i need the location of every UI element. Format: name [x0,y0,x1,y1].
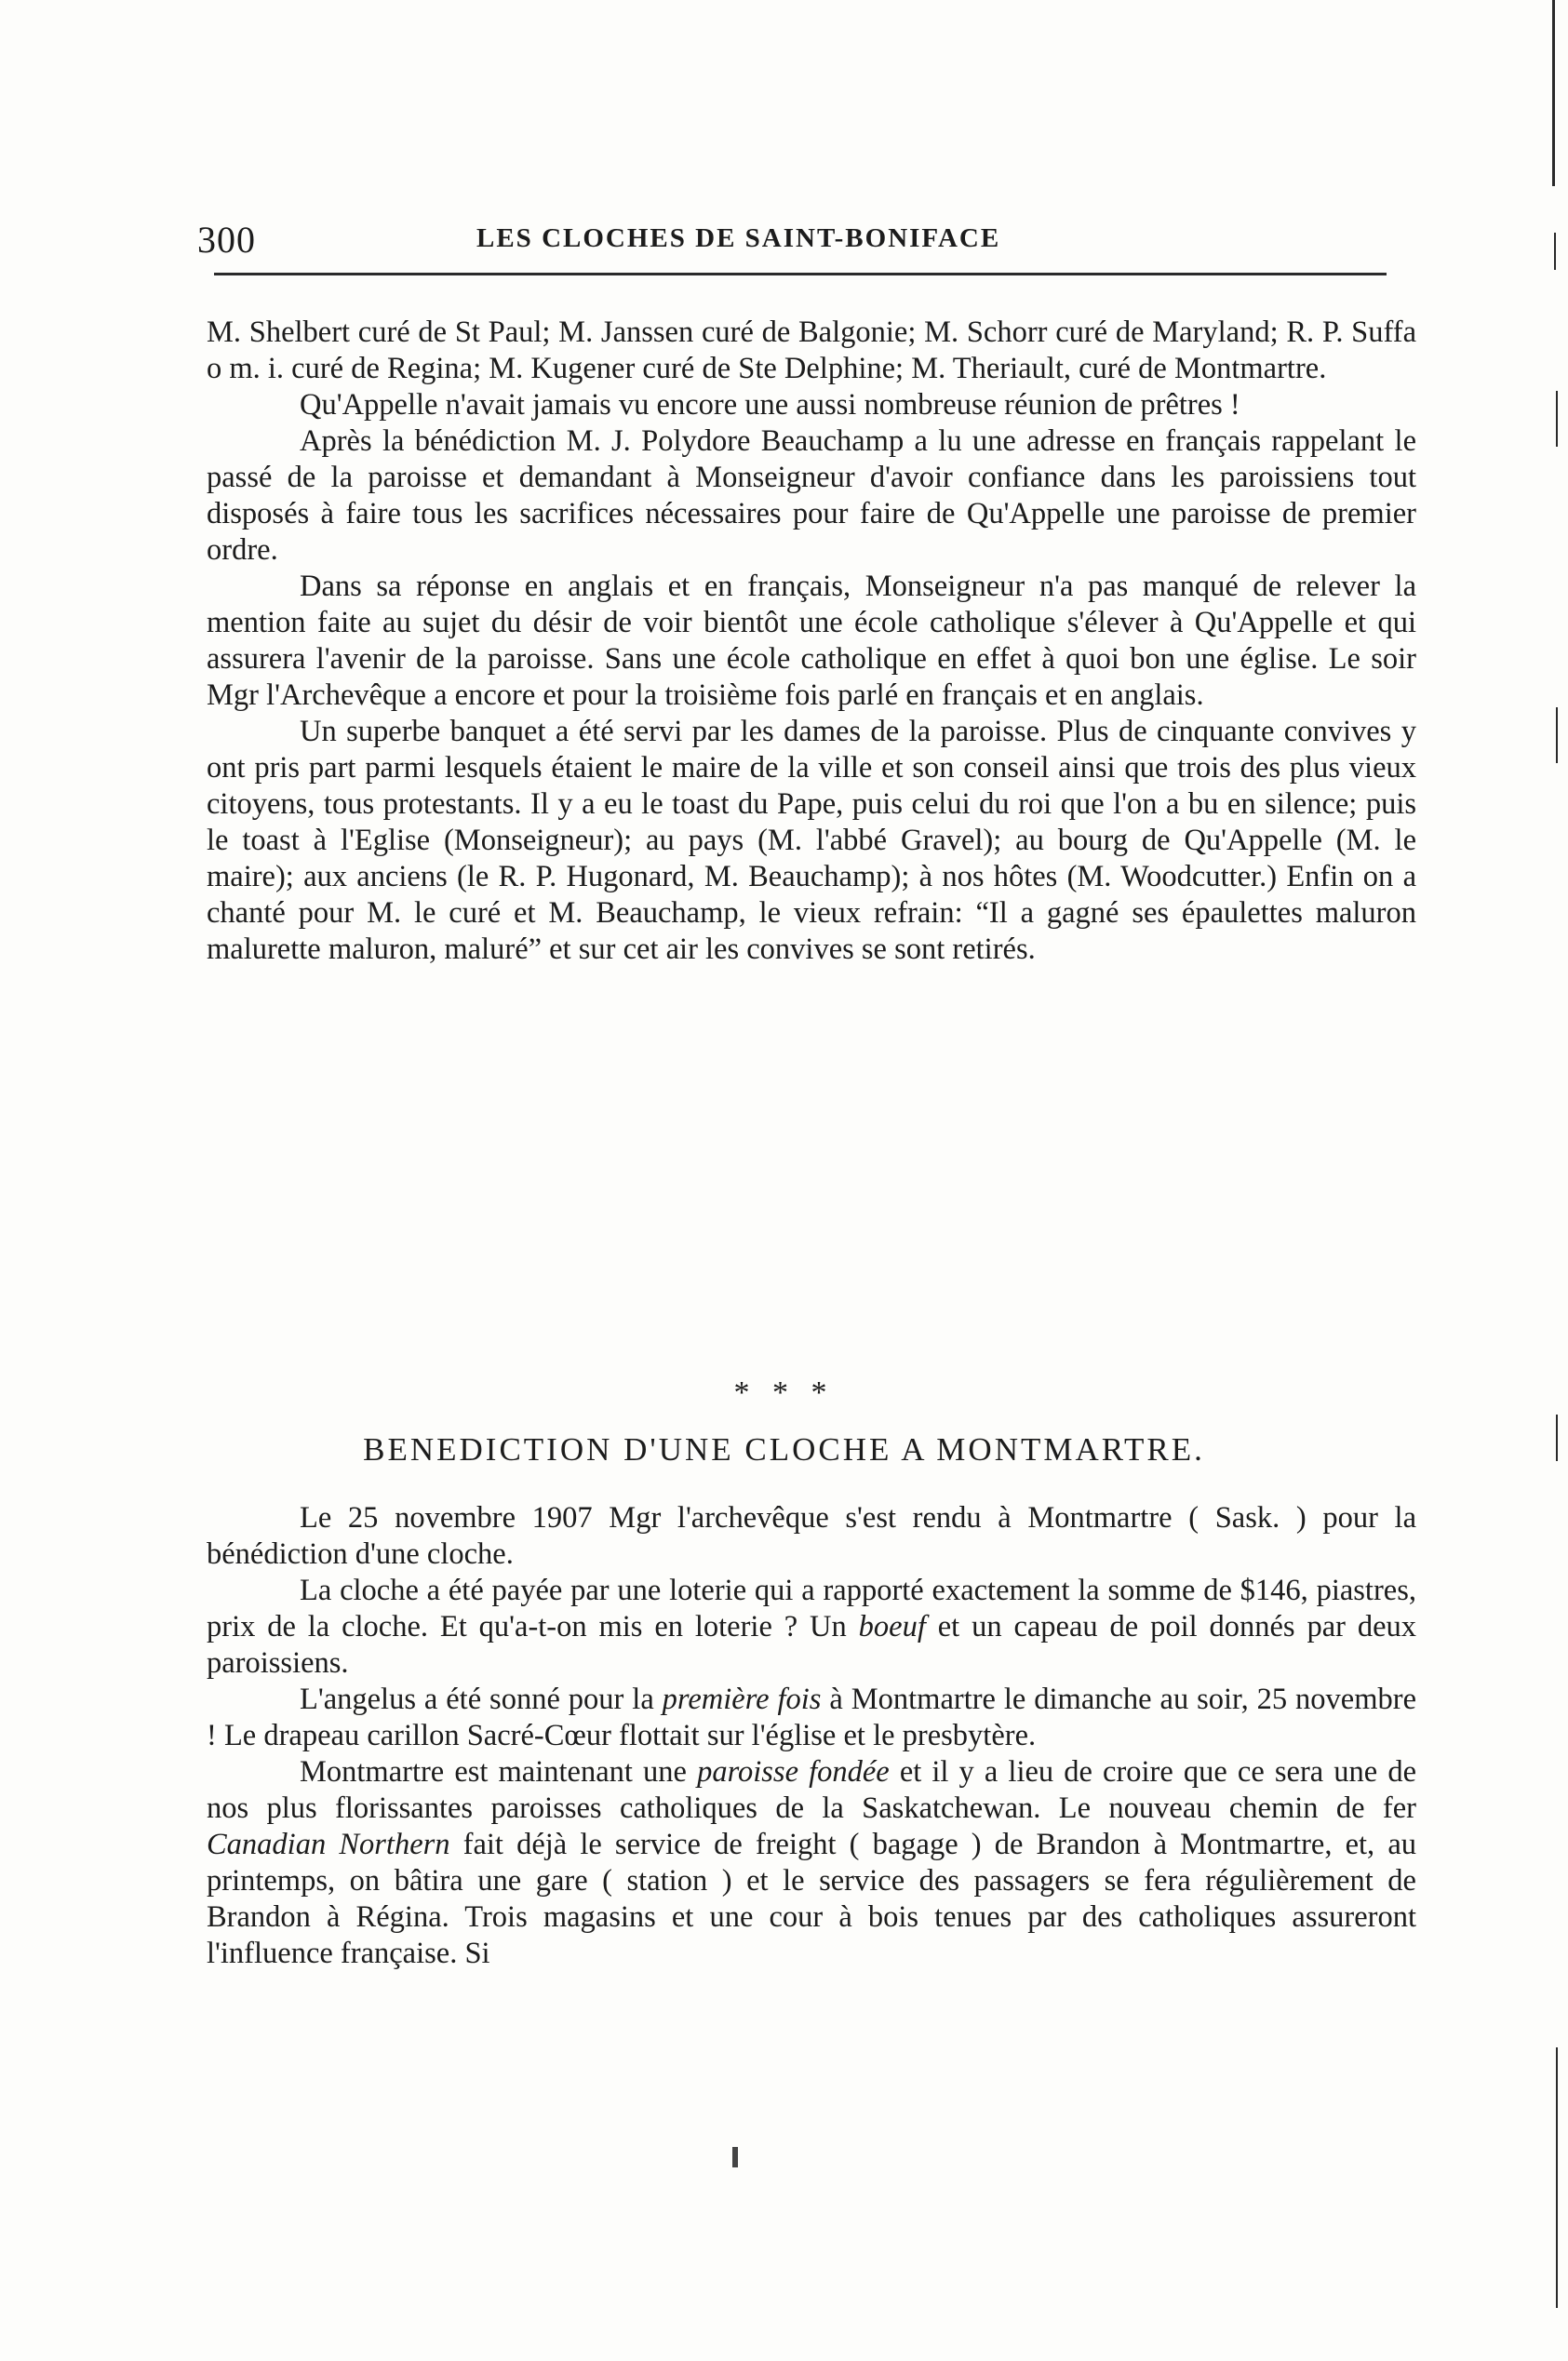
italic-text: Canadian Northern [207,1828,450,1861]
section-title: BENEDICTION D'UNE CLOCHE A MONTMARTRE. [363,1431,1205,1468]
italic-text: première fois [662,1683,822,1716]
running-head: LES CLOCHES DE SAINT-BONIFACE [476,223,1001,253]
text-run: La cloche a été payée par une loterie qui a rapporté exactement la somme de $146, piastres, prix de la cloche. Et qu'a-t-on mis en loterie ? Un [207,1574,1416,1643]
scan-edge-mark [1556,707,1558,763]
text-run: fait déjà le service de freight ( bagage ) de Brandon à Montmartre, et, au printemps, on bâtira une gare ( station ) et le service des passagers se fera régulièrement de Brandon à Régina. Trois magasins et une cour à bois tenues par des catholiques assureront l'influence française. Si [207,1828,1416,1970]
text-run: à Montmartre le dimanche au soir, 25 novembre ! Le drapeau carillon Sacré-Cœur flottait sur l'église et le presbytère. [207,1683,1416,1752]
italic-text: boeuf [858,1610,926,1643]
section-separator: * * * [733,1375,835,1410]
text-run: Montmartre est maintenant une [300,1755,698,1789]
body-text-top [207,315,1416,968]
paragraph: Dans sa réponse en anglais et en français, Monseigneur n'a pas manqué de relever la mention faite au sujet du désir de voir bientôt une école catholique s'élever à Qu'Appelle et qui assurera l'avenir de la paroisse. Sans une école catholique en effet à quoi bon une église. Le soir Mgr l'Archevêque a encore et pour la troisième fois parlé en français et en anglais. [207,570,1416,712]
paragraph: Qu'Appelle n'avait jamais vu encore une aussi nombreuse réunion de prêtres ! [300,388,1240,422]
paragraph: Un superbe banquet a été servi par les dames de la paroisse. Plus de cinquante convives y ont pris part parmi lesquels étaient le maire de la ville et son conseil ainsi que trois des plus vieux citoyens, tous protestants. Il y a eu le toast du Pape, puis celui du roi que l'on a bu en silence; puis le toast à l'Eglise (Monseigneur); au pays (M. l'abbé Gravel); au bourg de Qu'Appelle (M. le maire); aux anciens (le R. P. Hugonard, M. Beauchamp); à nos hôtes (M. Woodcutter.) Enfin on a chanté pour M. le curé et M. Beauchamp, le vieux refrain: “Il a gagné ses épaulettes maluron malurette maluron, maluré” et sur cet air les convives se sont retirés. [207,715,1416,966]
header-rule [214,273,1387,275]
italic-text: paroisse fondée [697,1755,890,1789]
footer-mark [732,2147,738,2167]
page-header [197,212,1407,268]
page-number: 300 [197,219,256,261]
scan-edge-mark [1556,391,1558,447]
body-text-section [207,1500,1416,1972]
text-run: et un capeau de poil donnés par deux paroissiens. [207,1610,1416,1680]
scan-edge-mark [1552,0,1555,186]
paragraph: Après la bénédiction M. J. Polydore Beauchamp a lu une adresse en français rappelant le passé de la paroisse et demandant à Monseigneur d'avoir confiance dans les paroissiens tout disposés à faire tous les sacrifices nécessaires pour faire de Qu'Appelle une paroisse de premier ordre. [207,424,1416,567]
scan-edge-mark [1554,233,1556,270]
paragraph: M. Shelbert curé de St Paul; M. Janssen curé de Balgonie; M. Schorr curé de Maryland; R. P. Suffa o m. i. curé de Regina; M. Kugener curé de Ste Delphine; M. Theriault, curé de Montmartre. [207,315,1416,385]
text-run: et il y a lieu de croire que ce sera une de nos plus florissantes paroisses catholiques de la Saskatchewan. Le nouveau chemin de fer [207,1755,1416,1825]
paragraph: Le 25 novembre 1907 Mgr l'archevêque s'est rendu à Montmartre ( Sask. ) pour la bénédiction d'une cloche. [207,1501,1416,1571]
scan-edge-mark [1556,2047,1558,2308]
paragraph [207,1573,1416,1682]
text-run: L'angelus a été sonné pour la [300,1683,663,1716]
paragraph [207,1754,1416,1972]
paragraph [207,1682,1416,1754]
